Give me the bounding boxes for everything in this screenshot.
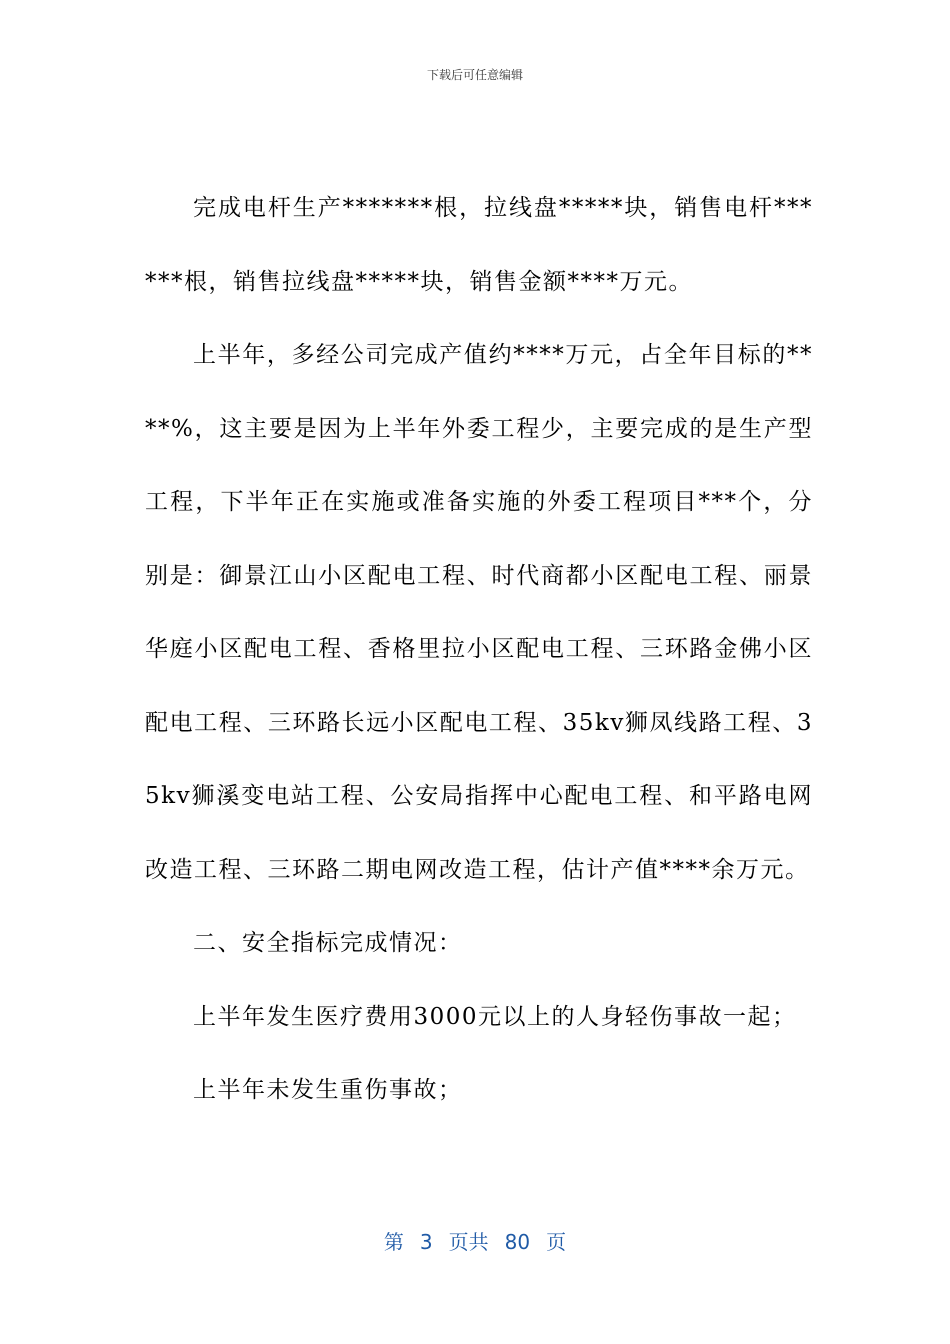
paragraph-output-value: 上半年，多经公司完成产值约****万元，占全年目标的****%，这主要是因为上半年外委工程少，主要完成的是生产型工程，下半年正在实施或准备实施的外委工程项目***个，分别是：御景江山小区配电工程、时代商都小区配电工程、丽景华庭小区配电工程、香格里拉小区配电工程、三环路金佛小区配电工程、三环路长远小区配电工程、35kv狮凤线路工程、35kv狮溪变电站工程、公安局指挥中心配电工程、和平路电网改造工程、三环路二期电网改造工程，估计产值****余万元。 <box>145 342 813 883</box>
paragraph-production: 完成电杆生产*******根，拉线盘*****块，销售电杆******根，销售拉线盘*****块，销售金额****万元。 <box>145 195 813 295</box>
footer-page-middle: 页共 <box>448 1230 489 1254</box>
paragraph-no-serious-injury: 上半年未发生重伤事故； <box>193 1077 463 1103</box>
paragraph-minor-injury: 上半年发生医疗费用3000元以上的人身轻伤事故一起； <box>193 1003 797 1030</box>
document-body <box>145 172 813 1128</box>
footer-page-prefix: 第 <box>383 1230 404 1254</box>
footer-page-total: 80 <box>504 1230 531 1254</box>
section-heading-safety: 二、安全指标完成情况： <box>193 930 463 956</box>
footer-page-suffix: 页 <box>546 1230 567 1254</box>
header-note: 下载后可任意编辑 <box>426 68 523 82</box>
footer-page-number: 3 <box>419 1230 433 1254</box>
page-footer <box>0 1226 950 1255</box>
